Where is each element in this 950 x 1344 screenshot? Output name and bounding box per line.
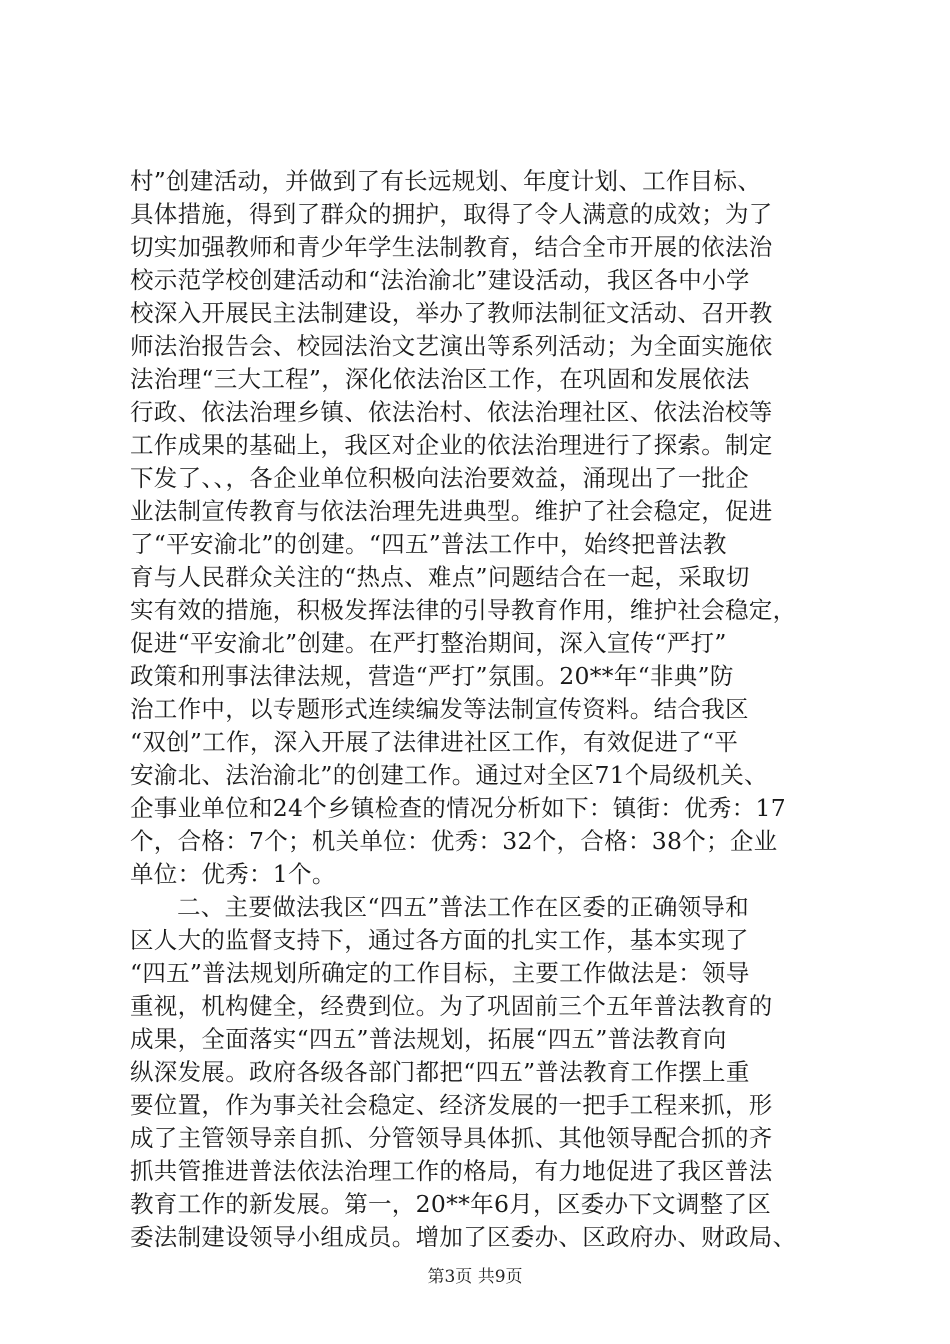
text-line: 下发了、、，各企业单位积极向法治要效益，涌现出了一批企 [130, 464, 750, 492]
text-line: 纵深发展。政府各级各部门都把“四五”普法教育工作摆上重 [130, 1058, 750, 1086]
paragraph-1 [130, 165, 830, 891]
text-line: 村”创建活动，并做到了有长远规划、年度计划、工作目标、 [130, 167, 762, 195]
document-body [130, 165, 830, 1254]
text-line: 法治理“三大工程”，深化依法治区工作，在巩固和发展依法 [130, 365, 750, 393]
text-line: 安渝北、法治渝北”的创建工作。通过对全区71个局级机关、 [130, 761, 768, 789]
text-line: 要位置，作为事关社会稳定、经济发展的一把手工程来抓，形 [130, 1091, 773, 1119]
text-line: 个，合格：7个；机关单位：优秀：32个，合格：38个；企业 [130, 827, 778, 855]
text-line: 企事业单位和24个乡镇检查的情况分析如下：镇街：优秀：17 [130, 794, 787, 822]
text-line: “双创”工作，深入开展了法律进社区工作，有效促进了“平 [130, 728, 739, 756]
text-line: 政策和刑事法律法规，营造“严打”氛围。20**年“非典”防 [130, 662, 734, 690]
text-line: 委法制建设领导小组成员。增加了区委办、区政府办、财政局、 [130, 1223, 797, 1251]
text-line: 具体措施，得到了群众的拥护，取得了令人满意的成效；为了 [130, 200, 773, 228]
text-line: 切实加强教师和青少年学生法制教育，结合全市开展的依法治 [130, 233, 773, 261]
text-line: 区人大的监督支持下，通过各方面的扎实工作，基本实现了 [130, 926, 749, 954]
page-footer [0, 1262, 950, 1287]
text-line: 成了主管领导亲自抓、分管领导具体抓、其他领导配合抓的齐 [130, 1124, 773, 1152]
text-line: 成果，全面落实“四五”普法规划，拓展“四五”普法教育向 [130, 1025, 727, 1053]
text-line: 工作成果的基础上，我区对企业的依法治理进行了探索。制定 [130, 431, 773, 459]
text-line: 抓共管推进普法依法治理工作的格局，有力地促进了我区普法 [130, 1157, 773, 1185]
text-line: 业法制宣传教育与依法治理先进典型。维护了社会稳定，促进 [130, 497, 773, 525]
text-line: 育与人民群众关注的“热点、难点”问题结合在一起，采取切 [130, 563, 750, 591]
text-line: 校深入开展民主法制建设，举办了教师法制征文活动、召开教 [130, 299, 773, 327]
text-line: 实有效的措施，积极发挥法律的引导教育作用，维护社会稳定， [130, 596, 797, 624]
text-line: 单位：优秀：1个。 [130, 860, 336, 888]
text-line: 行政、依法治理乡镇、依法治村、依法治理社区、依法治校等 [130, 398, 773, 426]
paragraph-2 [130, 891, 830, 1254]
text-line: 了“平安渝北”的创建。“四五”普法工作中，始终把普法教 [130, 530, 727, 558]
text-line: 校示范学校创建活动和“法治渝北”建设活动，我区各中小学 [130, 266, 750, 294]
text-line: 治工作中，以专题形式连续编发等法制宣传资料。结合我区 [130, 695, 749, 723]
text-line: 重视，机构健全，经费到位。为了巩固前三个五年普法教育的 [130, 992, 773, 1020]
text-line: 师法治报告会、校园法治文艺演出等系列活动；为全面实施依 [130, 332, 773, 360]
page-number-label: 第3页 共9页 [427, 1267, 523, 1287]
text-line: 二、主要做法我区“四五”普法工作在区委的正确领导和 [177, 893, 750, 921]
text-line: 促进“平安渝北”创建。在严打整治期间，深入宣传“严打” [130, 629, 727, 657]
text-line: “四五”普法规划所确定的工作目标，主要工作做法是：领导 [130, 959, 750, 987]
text-line: 教育工作的新发展。第一，20**年6月，区委办下文调整了区 [130, 1190, 772, 1218]
